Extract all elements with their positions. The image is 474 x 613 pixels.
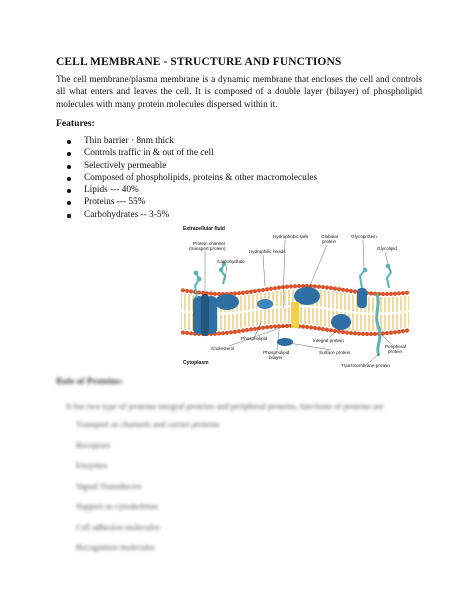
features-heading: Features:	[56, 118, 95, 129]
glycoprotein	[357, 268, 367, 308]
label-peripheral-sub: protein	[388, 349, 403, 354]
label-protein-channel-sub: (transport protein)	[189, 246, 226, 251]
section-heading: Role of Proteins:	[56, 377, 123, 387]
list-item: Controls traffic in & out of the cell	[67, 147, 317, 159]
list-item: Carbohydrates -- 3-5%	[67, 209, 317, 221]
label-surface-protein: Surface protein	[319, 350, 351, 355]
list-item: Enzymes	[76, 460, 108, 470]
list-item: Thin barrier · 8nm thick	[67, 135, 317, 147]
integral-protein-small	[257, 299, 273, 309]
section-intro: It has two type of proteins integral proteins and peripheral proteins, functions of proteins are	[66, 401, 384, 411]
transmembrane-protein	[377, 294, 380, 356]
label-protein-channel: Protein channel	[193, 241, 225, 246]
list-item: Cell adhesion molecules	[76, 521, 161, 532]
label-globular-sub: protein	[322, 239, 337, 244]
role-of-proteins-section	[56, 373, 436, 562]
label-carbohydrate: Carbohydrate	[217, 259, 245, 264]
list-item: Lipids --- 40%	[67, 184, 317, 196]
list-item: Recognition molecules	[76, 542, 155, 552]
membrane-diagram	[181, 224, 409, 368]
page-title: CELL MEMBRANE - STRUCTURE AND FUNCTIONS	[56, 56, 342, 68]
label-hydrophilic-heads: Hydrophilic heads	[249, 249, 286, 254]
carbohydrate-chain	[219, 262, 226, 284]
protein-channel	[193, 294, 217, 336]
label-globular: Globular	[321, 234, 339, 239]
label-glycoprotein: Glycoprotein	[351, 234, 377, 239]
intro-paragraph: The cell membrane/plasma membrane is a dynamic membrane that encloses the cell and controls all what enters and leaves the cell. It is composed of a double layer (bilayer) of phospholipid molecules with many protein molecules dispersed within it.	[56, 75, 422, 110]
label-integral-protein: Integral protein	[313, 338, 344, 343]
label-hydrophobic-tails: Hydrophobic tails	[273, 234, 309, 239]
label-bilayer-sub: bilayer	[269, 355, 283, 360]
list-item: Composed of phospholipids, proteins & other macromolecules	[67, 172, 317, 184]
label-glycolipid: Glycolipid	[377, 246, 397, 251]
protein-roles-list	[56, 418, 436, 562]
list-item: Support as cytoskeleton	[76, 501, 159, 511]
label-peripheral: Peripheral	[385, 344, 406, 349]
integral-protein	[331, 314, 351, 330]
membrane-diagram-svg	[181, 224, 409, 368]
list-item: Selectively permeable	[67, 160, 317, 172]
list-item: Receptors	[76, 439, 111, 450]
cholesterol	[291, 302, 299, 328]
label-transmembrane: Transmembrane protein	[341, 363, 390, 368]
label-cholesterol: Cholesterol	[211, 346, 235, 351]
list-item: Proteins --- 55%	[67, 196, 317, 208]
label-cytoplasm: Cytoplasm	[183, 360, 209, 366]
label-bilayer: Phospholipid	[263, 350, 290, 355]
peripheral-protein	[277, 338, 293, 346]
list-item: Transport as channels and carrier proteins	[76, 419, 220, 429]
features-list	[67, 135, 317, 221]
list-item: Signal Transducers	[76, 480, 142, 491]
globular-protein-left	[215, 294, 239, 310]
label-phospholipid: Phospholipid	[241, 336, 268, 341]
glycolipid	[386, 264, 391, 288]
label-extracellular: Extracellular fluid	[183, 226, 225, 232]
